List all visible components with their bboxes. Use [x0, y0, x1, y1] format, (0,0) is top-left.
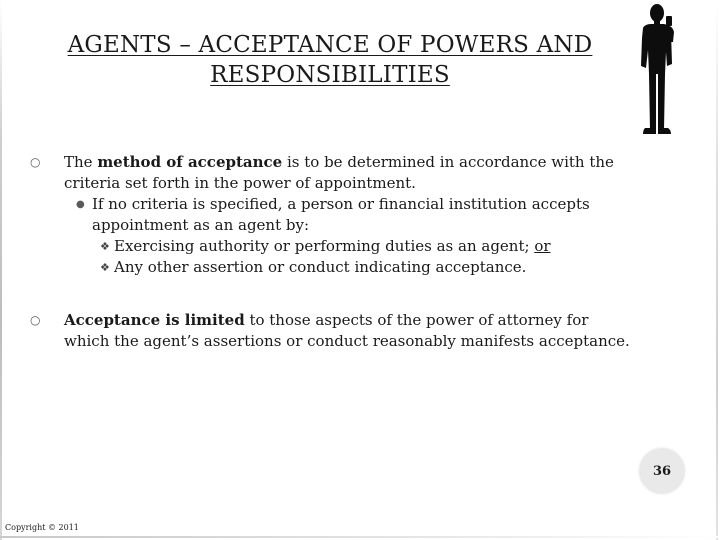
- bottom-border-line: [0, 536, 720, 538]
- left-border-line: [0, 0, 2, 540]
- bullet-text-plain: to those aspects of the power of attorney for which the agent’s assertions or conduct reasonably manifests acceptance.: [64, 311, 630, 350]
- sub-sub-bullet-item: [30, 236, 630, 257]
- bullet-text-bold: method of acceptance: [97, 153, 283, 171]
- diamond-bullet-icon: ❖: [100, 261, 110, 274]
- filled-dot-icon: ●: [76, 199, 85, 210]
- copyright-text: Copyright © 2011: [5, 523, 79, 532]
- bullet-item: [30, 310, 630, 352]
- bullet-text-bold: Acceptance is limited: [64, 311, 245, 329]
- bullet-item: [30, 152, 630, 194]
- bullet-text-plain: The: [64, 153, 98, 171]
- sub-bullet-text: If no criteria is specified, a person or financial institution accepts appointment as an agent by:: [92, 195, 590, 234]
- circle-bullet-icon: ○: [30, 313, 41, 327]
- right-border-line: [716, 0, 718, 540]
- businessman-silhouette-icon: [636, 2, 678, 136]
- sub-sub-bullet-text: Exercising authority or performing duties as an agent;: [114, 237, 535, 255]
- diamond-bullet-icon: ❖: [100, 240, 110, 253]
- underlined-or: or: [534, 237, 551, 255]
- page-number: 36: [652, 463, 672, 479]
- slide-body: [30, 152, 630, 352]
- bullet-text-plain: is to be determined in accordance with the criteria set forth in the power of appointment.: [64, 153, 614, 192]
- sub-sub-bullet-text: Any other assertion or conduct indicating acceptance.: [114, 258, 527, 276]
- sub-bullet-item: [30, 194, 630, 236]
- slide-title: AGENTS – ACCEPTANCE OF POWERS AND RESPONSIBILITIES: [67, 32, 593, 88]
- circle-bullet-icon: ○: [30, 155, 41, 169]
- sub-sub-bullet-item: [30, 257, 630, 278]
- page-number-badge: [640, 449, 684, 493]
